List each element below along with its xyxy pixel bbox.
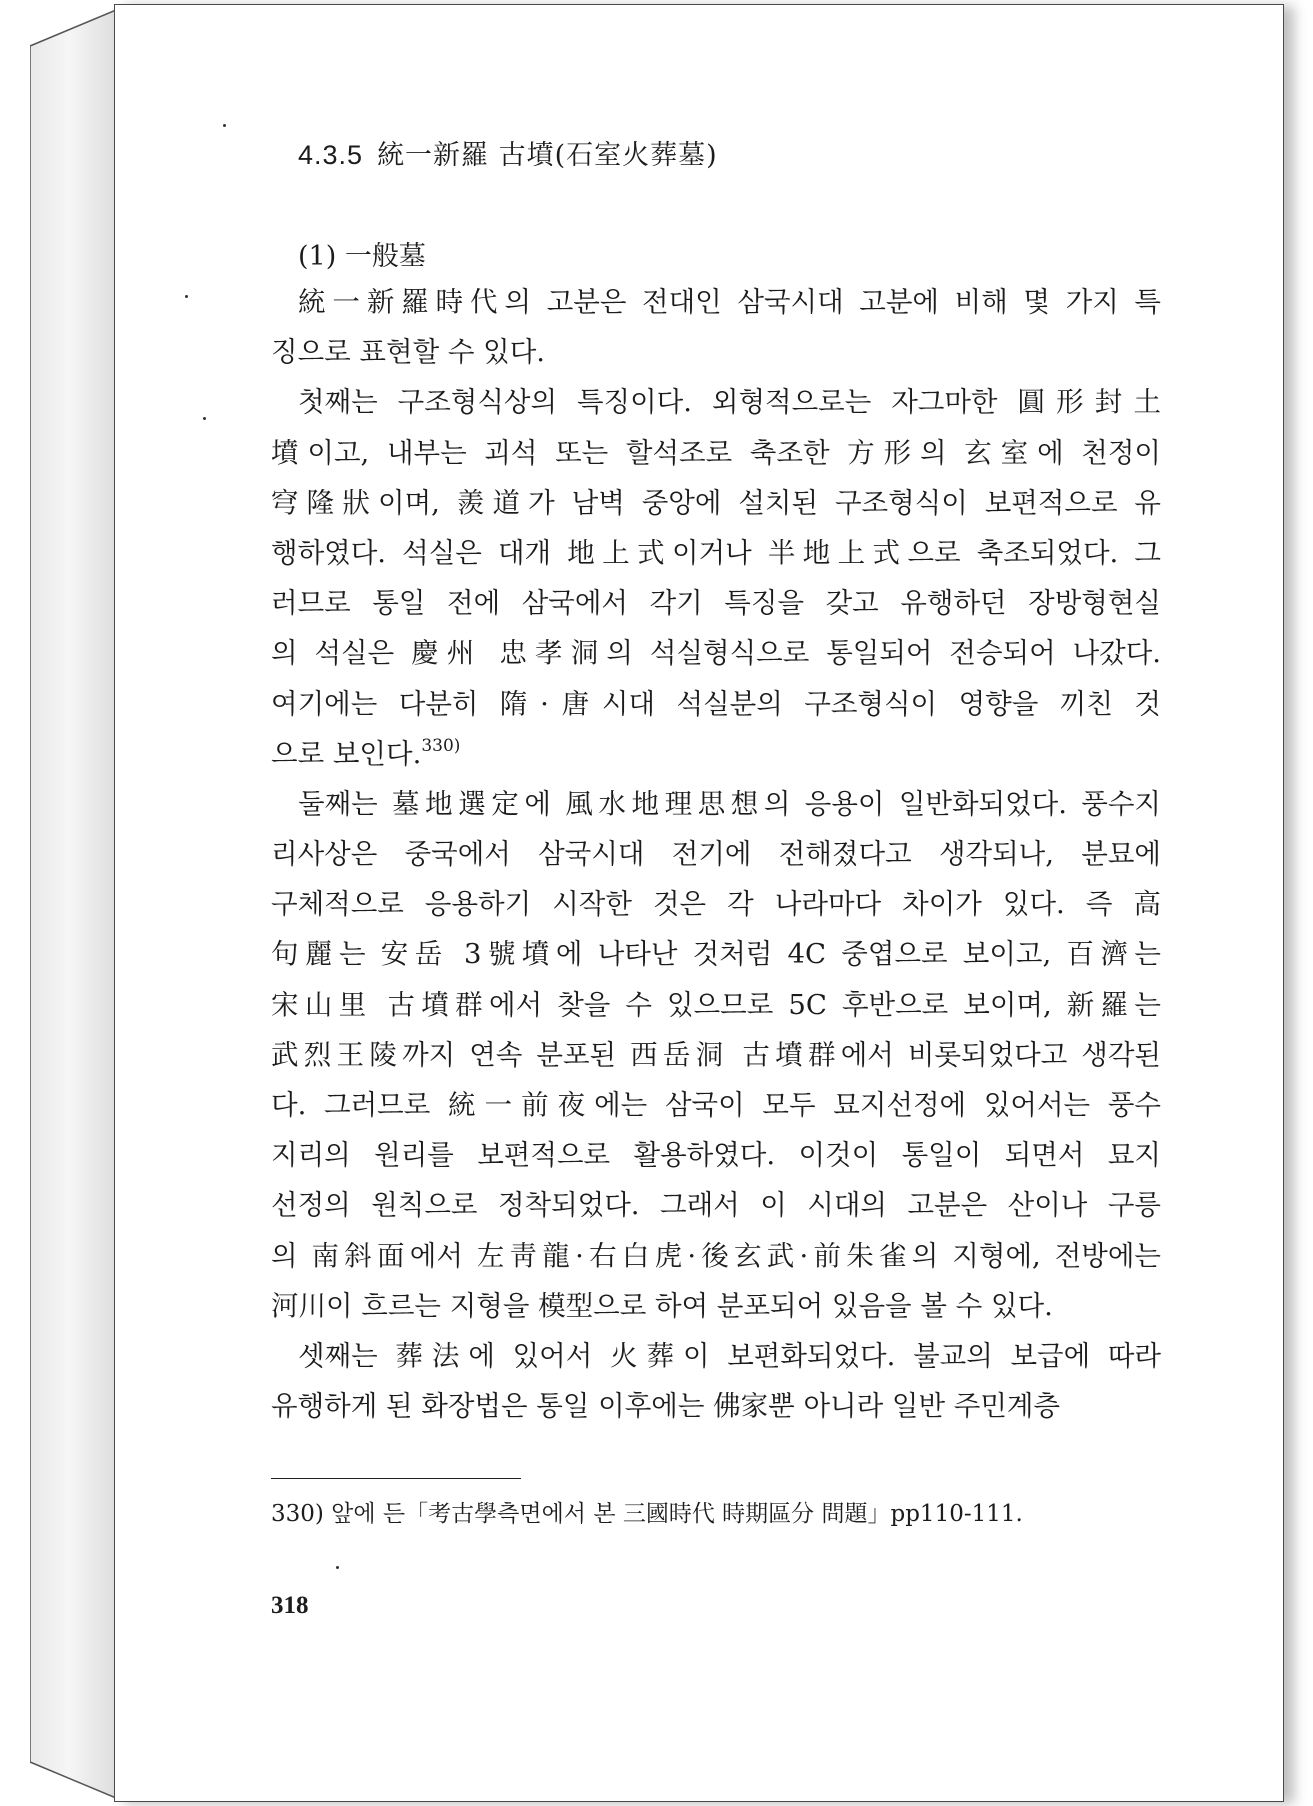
line-text: 다. 그러므로 統一前夜에는 삼국이 모두 묘지선정에 있어서는 풍수	[271, 1089, 1161, 1121]
text-line	[271, 428, 1161, 478]
line-text: 유행하게 된 화장법은 통일 이후에는 佛家뿐 아니라 일반 주민계층	[271, 1390, 1061, 1423]
line-text: 리사상은 중국에서 삼국시대 전기에 전해졌다고 생각되나, 분묘에	[271, 838, 1161, 871]
text-line	[271, 628, 1161, 678]
text-line	[271, 1130, 1161, 1180]
line-text: 句麗는 安岳 3號墳에 나타난 것처럼 4C 중엽으로 보이고, 百濟는	[271, 938, 1161, 971]
scan-speck	[203, 417, 206, 420]
text-line	[271, 929, 1161, 979]
text-line	[271, 277, 1161, 327]
page-content	[115, 5, 1283, 1801]
line-text: 징으로 표현할 수 있다.	[271, 336, 546, 369]
section-title: 統一新羅 古墳(石室火葬墓)	[377, 140, 718, 171]
line-text: 으로 보인다.	[271, 737, 422, 770]
line-text: 宋山里 古墳群에서 찾을 수 있으므로 5C 후반으로 보이며, 新羅는	[271, 988, 1161, 1021]
text-line	[271, 1080, 1161, 1130]
line-text: 의 南斜面에서 左靑龍·右白虎·後玄武·前朱雀의 지형에, 전방에는	[271, 1239, 1161, 1272]
text-line	[271, 879, 1161, 929]
footnote-reference[interactable]: 330)	[421, 735, 461, 756]
page-number: 318	[271, 1592, 309, 1619]
line-text: 구체적으로 응용하기 시작한 것은 각 나라마다 차이가 있다. 즉 高	[271, 888, 1161, 921]
body-text	[271, 277, 1161, 1431]
text-line	[271, 729, 1161, 779]
line-text: 둘째는 墓地選定에 風水地理思想의 응용이 일반화되었다. 풍수지	[298, 787, 1161, 820]
line-text: 武烈王陵까지 연속 분포된 西岳洞 古墳群에서 비롯되었다고 생각된	[271, 1038, 1161, 1071]
subsection-heading: (1) 一般墓	[298, 241, 426, 272]
scan-speck	[223, 124, 226, 127]
section-heading	[298, 133, 718, 172]
scan-speck	[185, 295, 188, 298]
line-text: 統一新羅時代의 고분은 전대인 삼국시대 고분에 비해 몇 가지 특	[298, 286, 1161, 318]
footnote-330: 330) 앞에 든「考古學측면에서 본 三國時代 時期區分 問題」pp110-111.	[271, 1501, 1023, 1527]
line-text: 墳이고, 내부는 괴석 또는 할석조로 축조한 方形의 玄室에 천정이	[271, 436, 1161, 469]
line-text: 여기에는 다분히 隋·唐시대 석실분의 구조형식이 영향을 끼친 것	[271, 687, 1161, 720]
text-line	[271, 1231, 1161, 1281]
text-line	[271, 779, 1161, 829]
text-line	[271, 578, 1161, 628]
text-line	[271, 679, 1161, 729]
line-text: 행하였다. 석실은 대개 地上式이거나 半地上式으로 축조되었다. 그	[271, 536, 1161, 569]
line-text: 첫째는 구조형식상의 특징이다. 외형적으로는 자그마한 圓形封土	[298, 386, 1161, 419]
line-text: 셋째는 葬法에 있어서 火葬이 보편화되었다. 불교의 보급에 따라	[298, 1339, 1161, 1372]
text-line	[271, 528, 1161, 578]
footnote-divider	[271, 1478, 521, 1479]
book-page	[114, 4, 1284, 1802]
section-number: 4.3.5	[298, 140, 364, 170]
scan-speck	[336, 1566, 339, 1569]
book-spine	[30, 10, 116, 1798]
text-line	[271, 829, 1161, 879]
text-line	[271, 1030, 1161, 1080]
line-text: 선정의 원칙으로 정착되었다. 그래서 이 시대의 고분은 산이나 구릉	[271, 1189, 1161, 1222]
text-line	[271, 1381, 1161, 1431]
text-line	[271, 1281, 1161, 1331]
line-text: 러므로 통일 전에 삼국에서 각기 특징을 갖고 유행하던 장방형현실	[271, 587, 1161, 620]
text-line	[271, 1180, 1161, 1230]
text-line	[271, 377, 1161, 427]
text-line	[271, 327, 1161, 377]
text-line	[271, 1331, 1161, 1381]
line-text: 穹隆狀이며, 羨道가 남벽 중앙에 설치된 구조형식이 보편적으로 유	[271, 486, 1161, 519]
line-text: 의 석실은 慶州 忠孝洞의 석실형식으로 통일되어 전승되어 나갔다.	[271, 637, 1161, 670]
line-text: 河川이 흐르는 지형을 模型으로 하여 분포되어 있음을 볼 수 있다.	[271, 1289, 1053, 1322]
text-line	[271, 980, 1161, 1030]
text-line	[271, 478, 1161, 528]
line-text: 지리의 원리를 보편적으로 활용하였다. 이것이 통일이 되면서 묘지	[271, 1139, 1161, 1172]
